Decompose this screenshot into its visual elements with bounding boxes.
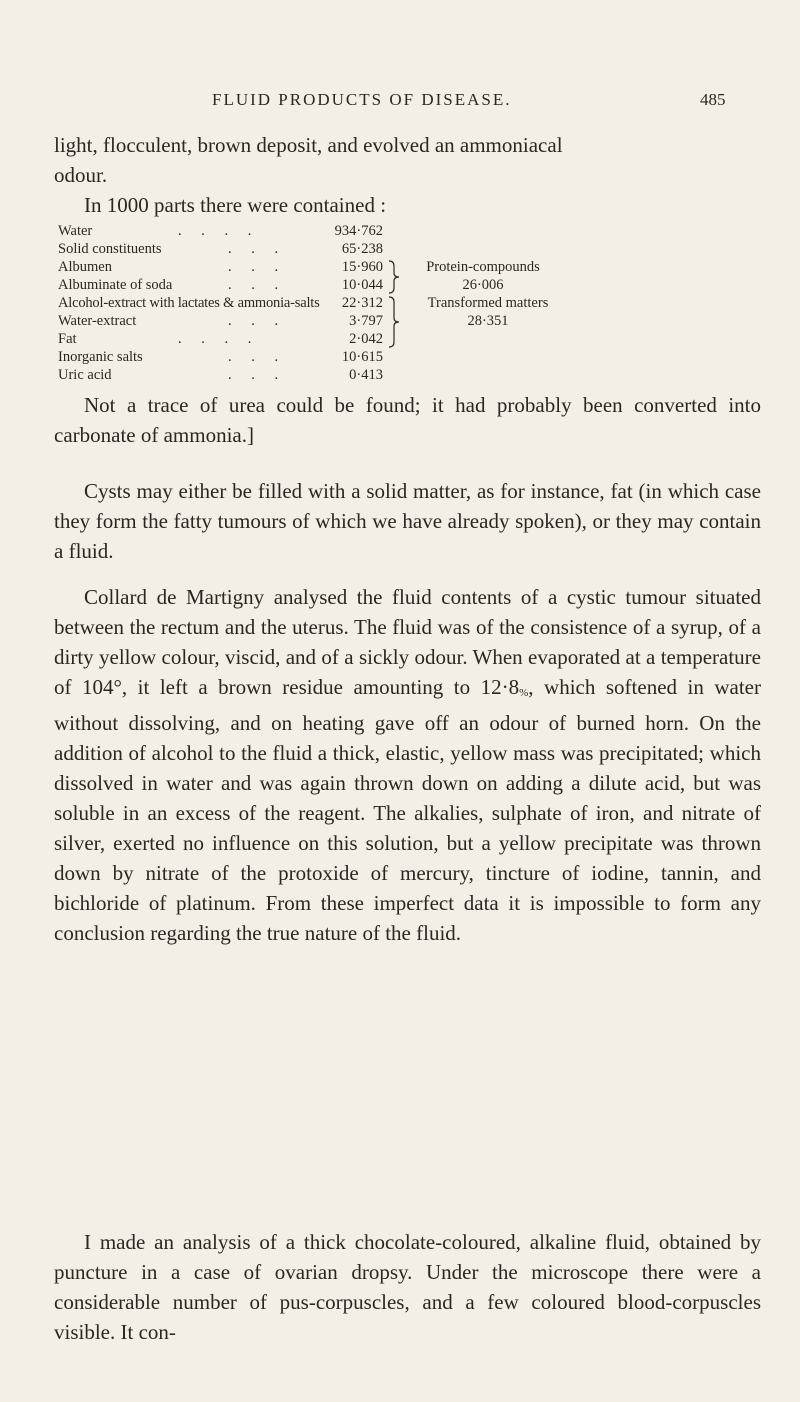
row-leader: . . . [228,277,287,293]
degree-sign: ° [113,675,122,699]
row-leader: . . . . [178,223,260,239]
row-label: Water-extract [58,313,137,329]
paragraph-martigny [54,582,761,948]
group-label: Protein-compounds [426,259,540,275]
row-value: 22·312 [341,295,383,311]
row-value: 0·413 [349,367,383,383]
brace-icon [387,296,401,348]
paragraph-text [54,582,761,948]
group-protein-compounds [403,258,563,294]
row-value: 3·797 [349,313,383,329]
row-value: 10·044 [341,277,383,293]
paragraph-urea [54,390,761,450]
brace-icon [387,260,401,294]
row-value: 934·762 [334,223,383,239]
text-run: , it left a brown residue amounting to 12·8 [121,675,520,699]
paragraph-intro [54,130,761,220]
paragraph-intro-line3: In 1000 parts there were contained : [84,193,387,217]
row-leader: . . . [228,349,287,365]
row-value: 10·615 [341,349,383,365]
paragraph-analysis [54,1227,761,1347]
row-label: Alcohol-extract with lactates & ammonia-salts [58,295,320,311]
paragraph-intro-line1: light, flocculent, brown deposit, and evolved an ammoniacal [54,133,563,157]
paragraph-text: Not a trace of urea could be found; it had probably been converted into carbonate of ammonia.] [54,393,761,447]
paragraph-text: Cysts may either be filled with a solid matter, as for instance, fat (in which case they form the fatty tumours of which we have already spoken), or they may contain a fluid. [54,479,761,563]
text-run: Collard de Martigny analysed the fluid contents of a cystic tumour situated between the rectum and the uterus. The fluid was of the consistence of a syrup, of a dirty yellow colour, viscid, and of a sickly odour. When evaporated at a temperature of 104 [54,585,761,699]
group-transformed-matters [403,294,573,330]
paragraph-cysts [54,476,761,566]
row-label: Water [58,223,93,239]
row-value: 2·042 [349,331,383,347]
group-label: Transformed matters [427,295,549,311]
row-leader: . . . [228,367,287,383]
paragraph-text: I made an analysis of a thick chocolate-coloured, alkaline fluid, obtained by puncture in a case of ovarian dropsy. Under the microscope there were a considerable number of pus-corpuscles, and a few coloured blood-corpuscles visible. It con- [54,1230,761,1344]
row-value: 65·238 [341,241,383,257]
group-value: 28·351 [467,313,509,329]
percent-sign: % [519,687,529,699]
row-label: Uric acid [58,367,112,383]
running-title: FLUID PRODUCTS OF DISEASE. [212,90,512,109]
group-value: 26·006 [462,277,504,293]
text-run: , which softened in water without dissolving, and on heating gave off an odour of burned horn. On the addition of alcohol to the fluid a thick, elastic, yellow mass was precipitated; which dissolved in water and was again thrown down on adding a dilute acid, but was soluble in an excess of the reagent. The alkalies, sulphate of iron, and nitrate of silver, exerted no influence on this solution, but a yellow precipitate was thrown down by nitrate of the protoxide of mercury, tincture of iodine, tannin, and bichloride of platinum. From these imperfect data it is impossible to form any conclusion regarding the true nature of the fluid. [54,675,761,945]
row-value: 15·960 [341,259,383,275]
composition-table [58,222,778,382]
row-label: Fat [58,331,77,347]
row-leader: . . . [228,241,287,257]
page-number: 485 [700,90,726,109]
row-leader: . . . [228,259,287,275]
paragraph-intro-line2: odour. [54,163,108,187]
row-label: Albuminate of soda [58,277,173,293]
row-label: Albumen [58,259,112,275]
row-label: Solid constituents [58,241,162,257]
row-leader: . . . . [178,331,260,347]
row-leader: . . . [228,313,287,329]
row-label: Inorganic salts [58,349,143,365]
